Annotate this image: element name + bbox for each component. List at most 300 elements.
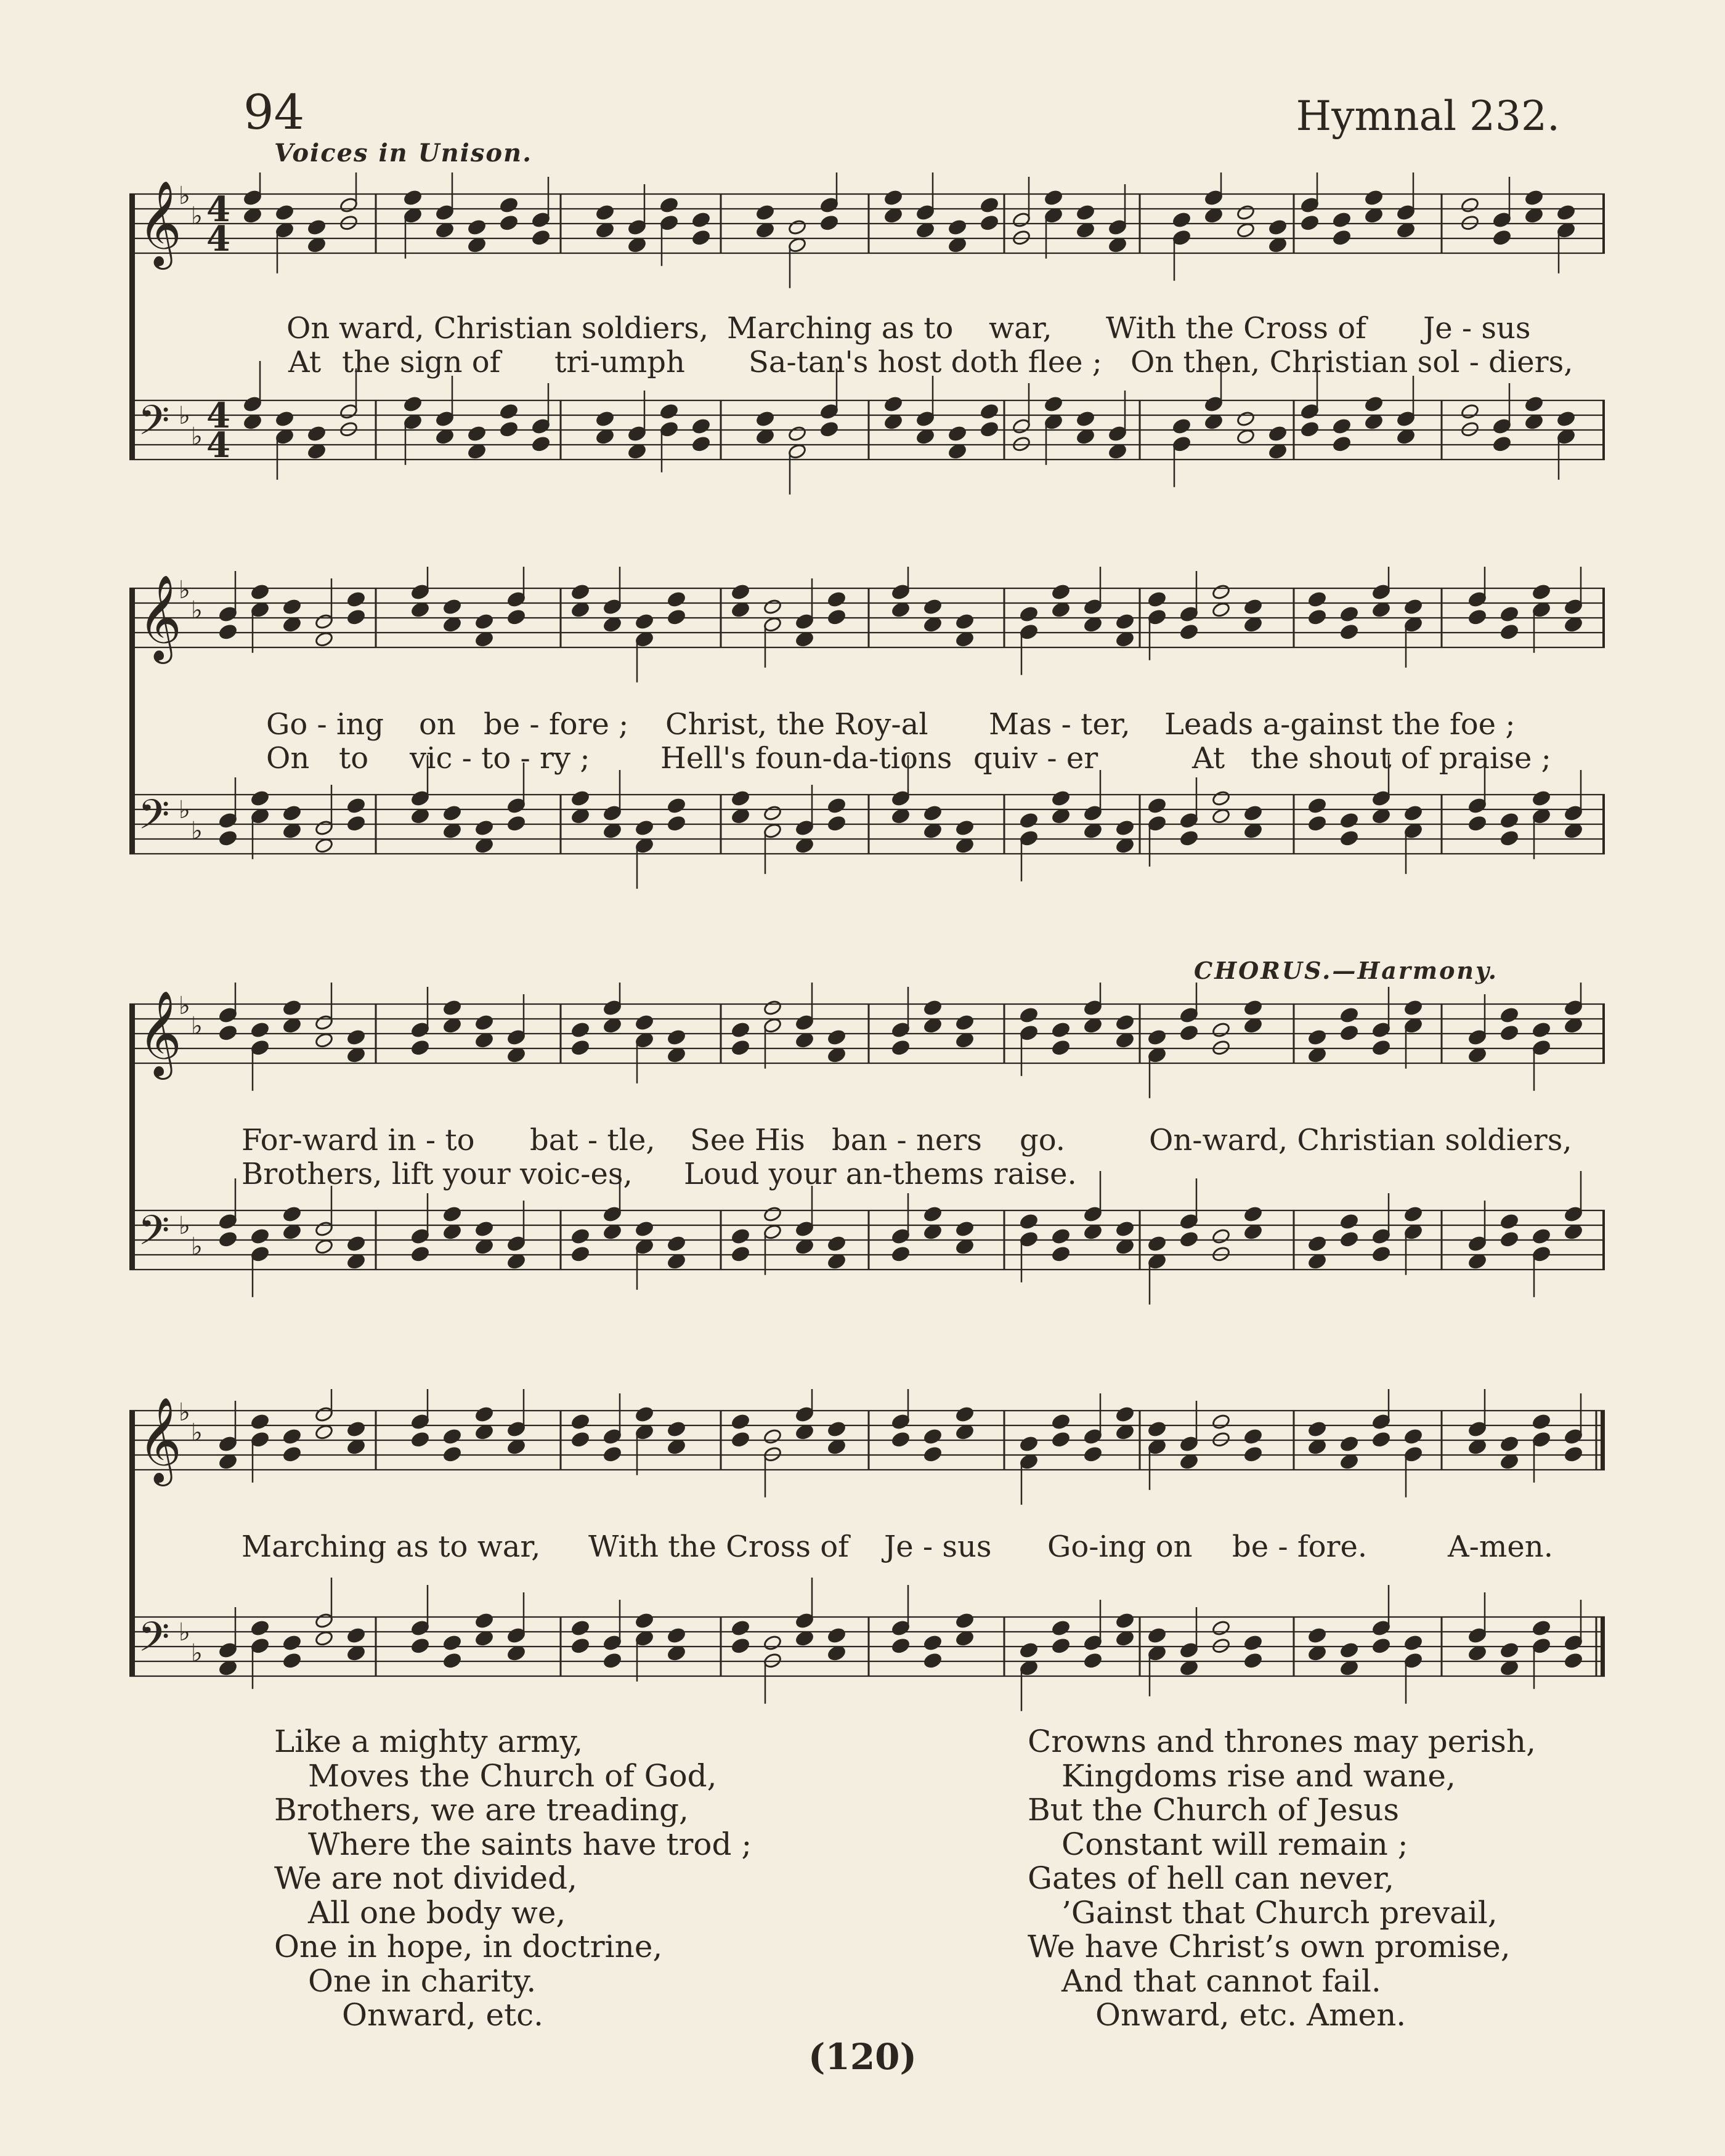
- note-head: [442, 1634, 461, 1651]
- time-signature-digit: 4: [206, 189, 230, 230]
- note-head: [1243, 804, 1262, 821]
- note-head: [1339, 1453, 1358, 1470]
- note-head: [1019, 1007, 1038, 1023]
- note-head: [1307, 1420, 1326, 1437]
- note-head: [442, 1446, 461, 1462]
- note-head: [435, 222, 454, 238]
- lyric-syllable: With the Cross of: [1106, 311, 1366, 346]
- note-head: [595, 410, 614, 427]
- note-head: [667, 1047, 686, 1063]
- lyric-syllable: Brothers, lift your voic-es,: [242, 1157, 633, 1191]
- note-head: [1115, 1630, 1134, 1647]
- note-head: [1564, 1017, 1583, 1034]
- note-head: [955, 1406, 974, 1422]
- lyric-syllable: ward, Christian soldiers,: [339, 311, 709, 346]
- note-head: [827, 797, 846, 814]
- note-head: [827, 1627, 846, 1643]
- note-head: [980, 214, 999, 231]
- stanza-line: And that cannot fail.: [1061, 1963, 1381, 1999]
- note-head: [250, 790, 269, 806]
- note-head: [531, 436, 550, 452]
- note-head: [403, 189, 422, 206]
- note-head: [955, 837, 974, 854]
- note-head: [474, 837, 493, 854]
- music-notation: [129, 1389, 1608, 1759]
- note-head: [1179, 1660, 1198, 1676]
- stanza-line: Brothers, we are treading,: [274, 1792, 689, 1828]
- note-head: [891, 1039, 910, 1056]
- note-head: [667, 1029, 686, 1045]
- note-head: [1307, 1253, 1326, 1270]
- note-head: [1307, 591, 1326, 607]
- note-head: [731, 808, 750, 824]
- note-head: [506, 1438, 526, 1455]
- note-head: [1051, 1021, 1070, 1038]
- note-head: [1268, 219, 1287, 235]
- lyric-syllable: On: [286, 311, 330, 346]
- lyric-syllable: On then, Christian sol - diers,: [1130, 345, 1573, 379]
- note-head: [442, 598, 461, 615]
- note-head: [346, 1627, 365, 1643]
- note-head: [955, 1630, 974, 1647]
- note-head: [731, 1228, 750, 1244]
- note-head: [442, 1206, 461, 1222]
- note-head: [923, 999, 942, 1016]
- note-head: [923, 598, 942, 615]
- note-head: [410, 808, 429, 824]
- note-head: [1147, 591, 1166, 607]
- note-head: [1083, 1223, 1102, 1240]
- note-head: [1307, 609, 1326, 625]
- note-head: [731, 1431, 750, 1448]
- note-head: [1051, 790, 1070, 806]
- note-head: [1307, 1047, 1326, 1063]
- note-head: [1147, 1029, 1166, 1045]
- note-head: [410, 1039, 429, 1056]
- hymnal-reference: Hymnal 232.: [1296, 92, 1560, 140]
- note-head: [531, 229, 550, 246]
- lyric-syllable: For-ward in - to: [242, 1123, 475, 1157]
- note-head: [1564, 616, 1583, 633]
- note-head: [1243, 1206, 1262, 1222]
- note-head: [1115, 1014, 1134, 1031]
- note-head: [442, 804, 461, 821]
- lyrics-verse-1: [129, 1123, 1608, 1160]
- lyric-syllable: On-ward, Christian soldiers,: [1149, 1123, 1572, 1157]
- note-head: [1492, 436, 1511, 452]
- note-head: [691, 436, 710, 452]
- note-head: [795, 631, 814, 647]
- note-head: [314, 1032, 333, 1048]
- note-head: [1371, 1637, 1390, 1654]
- note-head: [1339, 830, 1358, 846]
- stanza-line: Kingdoms rise and wane,: [1061, 1757, 1456, 1794]
- note-head: [1019, 606, 1038, 622]
- music-system-1: [129, 172, 1608, 554]
- lyric-syllable: go.: [1020, 1123, 1066, 1157]
- note-head: [1012, 229, 1031, 246]
- note-head: [1364, 413, 1383, 430]
- note-head: [1211, 583, 1230, 600]
- note-head: [1339, 812, 1358, 829]
- note-head: [1500, 812, 1519, 829]
- note-head: [1243, 1446, 1262, 1462]
- note-head: [603, 616, 622, 633]
- note-head: [1019, 1213, 1038, 1230]
- note-head: [635, 1220, 654, 1237]
- note-head: [955, 613, 974, 630]
- note-head: [442, 1017, 461, 1034]
- lyric-syllable: Sa-tan's host doth flee ;: [749, 345, 1102, 379]
- stanza-left: [274, 1725, 752, 2033]
- note-head: [1371, 1246, 1390, 1262]
- music-system-4: [129, 1389, 1608, 1759]
- flat-icon: ♭: [179, 796, 190, 824]
- note-head: [1364, 189, 1383, 206]
- final-bar-thick: [1601, 1617, 1605, 1676]
- note-head: [667, 815, 686, 832]
- note-head: [1532, 1021, 1551, 1038]
- note-head: [691, 229, 710, 246]
- lyric-syllable: At: [288, 345, 322, 379]
- note-head: [474, 613, 493, 630]
- note-head: [410, 601, 429, 618]
- note-head: [1211, 790, 1230, 806]
- note-head: [499, 403, 518, 419]
- note-head: [603, 1446, 622, 1462]
- note-head: [667, 1420, 686, 1437]
- note-head: [1467, 1047, 1487, 1063]
- note-head: [1179, 1024, 1198, 1041]
- note-head: [1083, 1652, 1102, 1669]
- note-head: [1339, 606, 1358, 622]
- note-head: [883, 189, 903, 206]
- note-head: [923, 1652, 942, 1669]
- note-head: [635, 819, 654, 836]
- lyrics-verse-2: [129, 741, 1608, 778]
- note-head: [1307, 1627, 1326, 1643]
- note-head: [1115, 1032, 1134, 1048]
- note-head: [314, 631, 333, 647]
- note-head: [603, 1223, 622, 1240]
- flat-icon: ♭: [191, 202, 203, 230]
- note-head: [1467, 1253, 1487, 1270]
- note-head: [1460, 421, 1479, 437]
- note-head: [787, 425, 806, 442]
- note-head: [570, 1619, 590, 1636]
- lyric-syllable: tri-umph: [554, 345, 685, 379]
- lyric-syllable: ban - ners: [832, 1123, 982, 1157]
- note-head: [1339, 1024, 1358, 1041]
- note-head: [827, 1420, 846, 1437]
- note-head: [883, 413, 903, 430]
- note-head: [795, 1238, 814, 1255]
- note-head: [1339, 1642, 1358, 1658]
- note-head: [763, 1206, 782, 1222]
- note-head: [795, 837, 814, 854]
- note-head: [659, 197, 678, 213]
- note-head: [1051, 1246, 1070, 1262]
- note-head: [282, 598, 301, 615]
- note-head: [883, 395, 903, 412]
- flat-icon: ♭: [191, 817, 203, 845]
- note-head: [1211, 1431, 1230, 1448]
- note-head: [1115, 837, 1134, 854]
- note-head: [1371, 808, 1390, 824]
- note-head: [1115, 1424, 1134, 1440]
- note-head: [282, 804, 301, 821]
- note-head: [980, 403, 999, 419]
- stanza-line: One in charity.: [308, 1963, 537, 1999]
- note-head: [1211, 1021, 1230, 1038]
- performance-direction: Voices in Unison.: [274, 139, 533, 168]
- note-head: [915, 428, 935, 445]
- note-head: [1115, 1612, 1134, 1629]
- note-head: [948, 219, 967, 235]
- note-head: [948, 237, 967, 253]
- note-head: [275, 204, 294, 221]
- note-head: [282, 1428, 301, 1445]
- note-head: [923, 1446, 942, 1462]
- stanza-line: We are not divided,: [274, 1860, 578, 1896]
- flat-icon: ♭: [179, 576, 190, 604]
- note-head: [570, 1039, 590, 1056]
- note-head: [282, 616, 301, 633]
- note-head: [795, 1032, 814, 1048]
- note-head: [667, 797, 686, 814]
- bass-clef-icon: 𝄢: [138, 1207, 170, 1264]
- note-head: [282, 822, 301, 839]
- note-head: [467, 425, 486, 442]
- flat-icon: ♭: [179, 1212, 190, 1240]
- note-head: [307, 219, 326, 235]
- note-head: [795, 1424, 814, 1440]
- lyric-syllable: At: [1192, 741, 1225, 776]
- note-head: [667, 1438, 686, 1455]
- note-head: [635, 1612, 654, 1629]
- note-head: [731, 583, 750, 600]
- note-head: [506, 1253, 526, 1270]
- flat-icon: ♭: [191, 596, 203, 625]
- note-head: [667, 609, 686, 625]
- note-head: [763, 999, 782, 1016]
- stanza-right: [1028, 1725, 1536, 2033]
- note-head: [923, 1223, 942, 1240]
- note-head: [731, 1039, 750, 1056]
- note-head: [603, 1017, 622, 1034]
- note-head: [1211, 1619, 1230, 1636]
- note-head: [1115, 1238, 1134, 1255]
- note-head: [955, 1014, 974, 1031]
- note-head: [314, 1630, 333, 1647]
- note-head: [763, 598, 782, 615]
- note-head: [1179, 1453, 1198, 1470]
- note-head: [1307, 1645, 1326, 1661]
- note-head: [1307, 1029, 1326, 1045]
- note-head: [506, 1047, 526, 1063]
- note-head: [442, 999, 461, 1016]
- note-head: [250, 1619, 269, 1636]
- lyric-syllable: Hell's foun-da-tions: [660, 741, 952, 776]
- note-head: [1243, 1223, 1262, 1240]
- lyric-syllable: quiv - er: [973, 741, 1098, 776]
- note-head: [795, 1630, 814, 1647]
- note-head: [570, 808, 590, 824]
- note-head: [346, 1235, 365, 1252]
- note-head: [1500, 1453, 1519, 1470]
- note-head: [667, 1627, 686, 1643]
- time-signature-digit: 4: [206, 425, 230, 466]
- note-head: [474, 1032, 493, 1048]
- note-head: [474, 1612, 493, 1629]
- note-head: [603, 1652, 622, 1669]
- note-head: [891, 601, 910, 618]
- lyric-syllable: A-men.: [1448, 1530, 1553, 1564]
- lyric-syllable: be - fore.: [1232, 1530, 1368, 1564]
- time-signature-digit: 4: [206, 395, 230, 436]
- note-head: [570, 1637, 590, 1654]
- note-head: [570, 601, 590, 618]
- lyrics-verse-1: [129, 311, 1608, 348]
- note-head: [1532, 1619, 1551, 1636]
- note-head: [250, 1413, 269, 1430]
- note-head: [1332, 211, 1351, 228]
- stanza-line: Like a mighty army,: [274, 1724, 583, 1759]
- note-head: [1332, 418, 1351, 434]
- note-head: [506, 815, 526, 832]
- stanza-line: ’Gainst that Church prevail,: [1061, 1894, 1498, 1931]
- note-head: [1051, 1619, 1070, 1636]
- note-head: [1396, 222, 1415, 238]
- note-head: [627, 443, 646, 460]
- note-head: [1500, 606, 1519, 622]
- note-head: [731, 1637, 750, 1654]
- note-head: [1492, 229, 1511, 246]
- treble-clef-icon: 𝄞: [138, 991, 182, 1076]
- note-head: [1532, 1228, 1551, 1244]
- stanza-line: We have Christ’s own promise,: [1028, 1929, 1511, 1964]
- note-head: [250, 583, 269, 600]
- note-head: [923, 1428, 942, 1445]
- note-head: [667, 1253, 686, 1270]
- note-head: [1236, 204, 1255, 221]
- note-head: [1076, 410, 1095, 427]
- note-head: [218, 830, 237, 846]
- note-head: [1019, 1642, 1038, 1658]
- note-head: [442, 1223, 461, 1240]
- lyric-syllable: Je - sus: [1423, 311, 1531, 346]
- note-head: [763, 1634, 782, 1651]
- note-head: [1524, 207, 1543, 224]
- note-head: [1115, 613, 1134, 630]
- note-head: [1403, 804, 1423, 821]
- lyric-syllable: See His: [690, 1123, 805, 1157]
- note-head: [346, 1047, 365, 1063]
- note-head: [980, 421, 999, 437]
- note-head: [1500, 1660, 1519, 1676]
- flat-icon: ♭: [191, 1233, 203, 1261]
- treble-clef-icon: 𝄞: [138, 575, 182, 660]
- note-head: [282, 1446, 301, 1462]
- note-head: [827, 815, 846, 832]
- note-head: [467, 219, 486, 235]
- note-head: [1564, 822, 1583, 839]
- note-head: [410, 1246, 429, 1262]
- note-head: [635, 1406, 654, 1422]
- stanza-line: One in hope, in doctrine,: [274, 1929, 663, 1964]
- note-head: [1083, 1446, 1102, 1462]
- note-head: [570, 1021, 590, 1038]
- lyric-syllable: the sign of: [342, 345, 501, 379]
- lyric-syllable: be - fore ;: [484, 707, 629, 742]
- note-head: [827, 1438, 846, 1455]
- bass-clef-icon: 𝄢: [138, 1613, 170, 1671]
- note-head: [474, 1406, 493, 1422]
- note-head: [403, 395, 422, 412]
- note-head: [1396, 428, 1415, 445]
- note-head: [410, 1637, 429, 1654]
- stanza-line: Onward, etc.: [342, 1997, 544, 2033]
- note-head: [1371, 601, 1390, 618]
- note-head: [1108, 443, 1127, 460]
- note-head: [1236, 410, 1255, 427]
- lyric-syllable: Marching as to: [727, 311, 954, 346]
- note-head: [627, 237, 646, 253]
- note-head: [1147, 1420, 1166, 1437]
- note-head: [1403, 999, 1423, 1016]
- note-head: [948, 425, 967, 442]
- note-head: [282, 1017, 301, 1034]
- note-head: [755, 222, 774, 238]
- note-head: [755, 428, 774, 445]
- note-head: [667, 1235, 686, 1252]
- note-head: [1500, 623, 1519, 640]
- note-head: [1307, 797, 1326, 814]
- flat-icon: ♭: [179, 182, 190, 210]
- note-head: [1211, 808, 1230, 824]
- note-head: [346, 797, 365, 814]
- note-head: [1300, 214, 1319, 231]
- note-head: [570, 1228, 590, 1244]
- note-head: [891, 1246, 910, 1262]
- flat-icon: ♭: [191, 1419, 203, 1447]
- note-head: [731, 1246, 750, 1262]
- note-head: [955, 1238, 974, 1255]
- note-head: [307, 443, 326, 460]
- note-head: [410, 1431, 429, 1448]
- note-head: [883, 207, 903, 224]
- note-head: [891, 1637, 910, 1654]
- note-head: [1051, 1228, 1070, 1244]
- note-head: [506, 609, 526, 625]
- note-head: [442, 1428, 461, 1445]
- note-head: [827, 1645, 846, 1661]
- lyric-syllable: Leads a-gainst the foe ;: [1164, 707, 1516, 742]
- note-head: [755, 204, 774, 221]
- note-head: [282, 1223, 301, 1240]
- stanza-line: Constant will remain ;: [1061, 1826, 1408, 1862]
- note-head: [1339, 1435, 1358, 1452]
- note-head: [1211, 601, 1230, 618]
- note-head: [506, 1645, 526, 1661]
- note-head: [1051, 583, 1070, 600]
- note-head: [787, 219, 806, 235]
- note-head: [1147, 1235, 1166, 1252]
- note-head: [819, 421, 838, 437]
- note-head: [346, 609, 365, 625]
- note-head: [1051, 601, 1070, 618]
- note-head: [1467, 815, 1487, 832]
